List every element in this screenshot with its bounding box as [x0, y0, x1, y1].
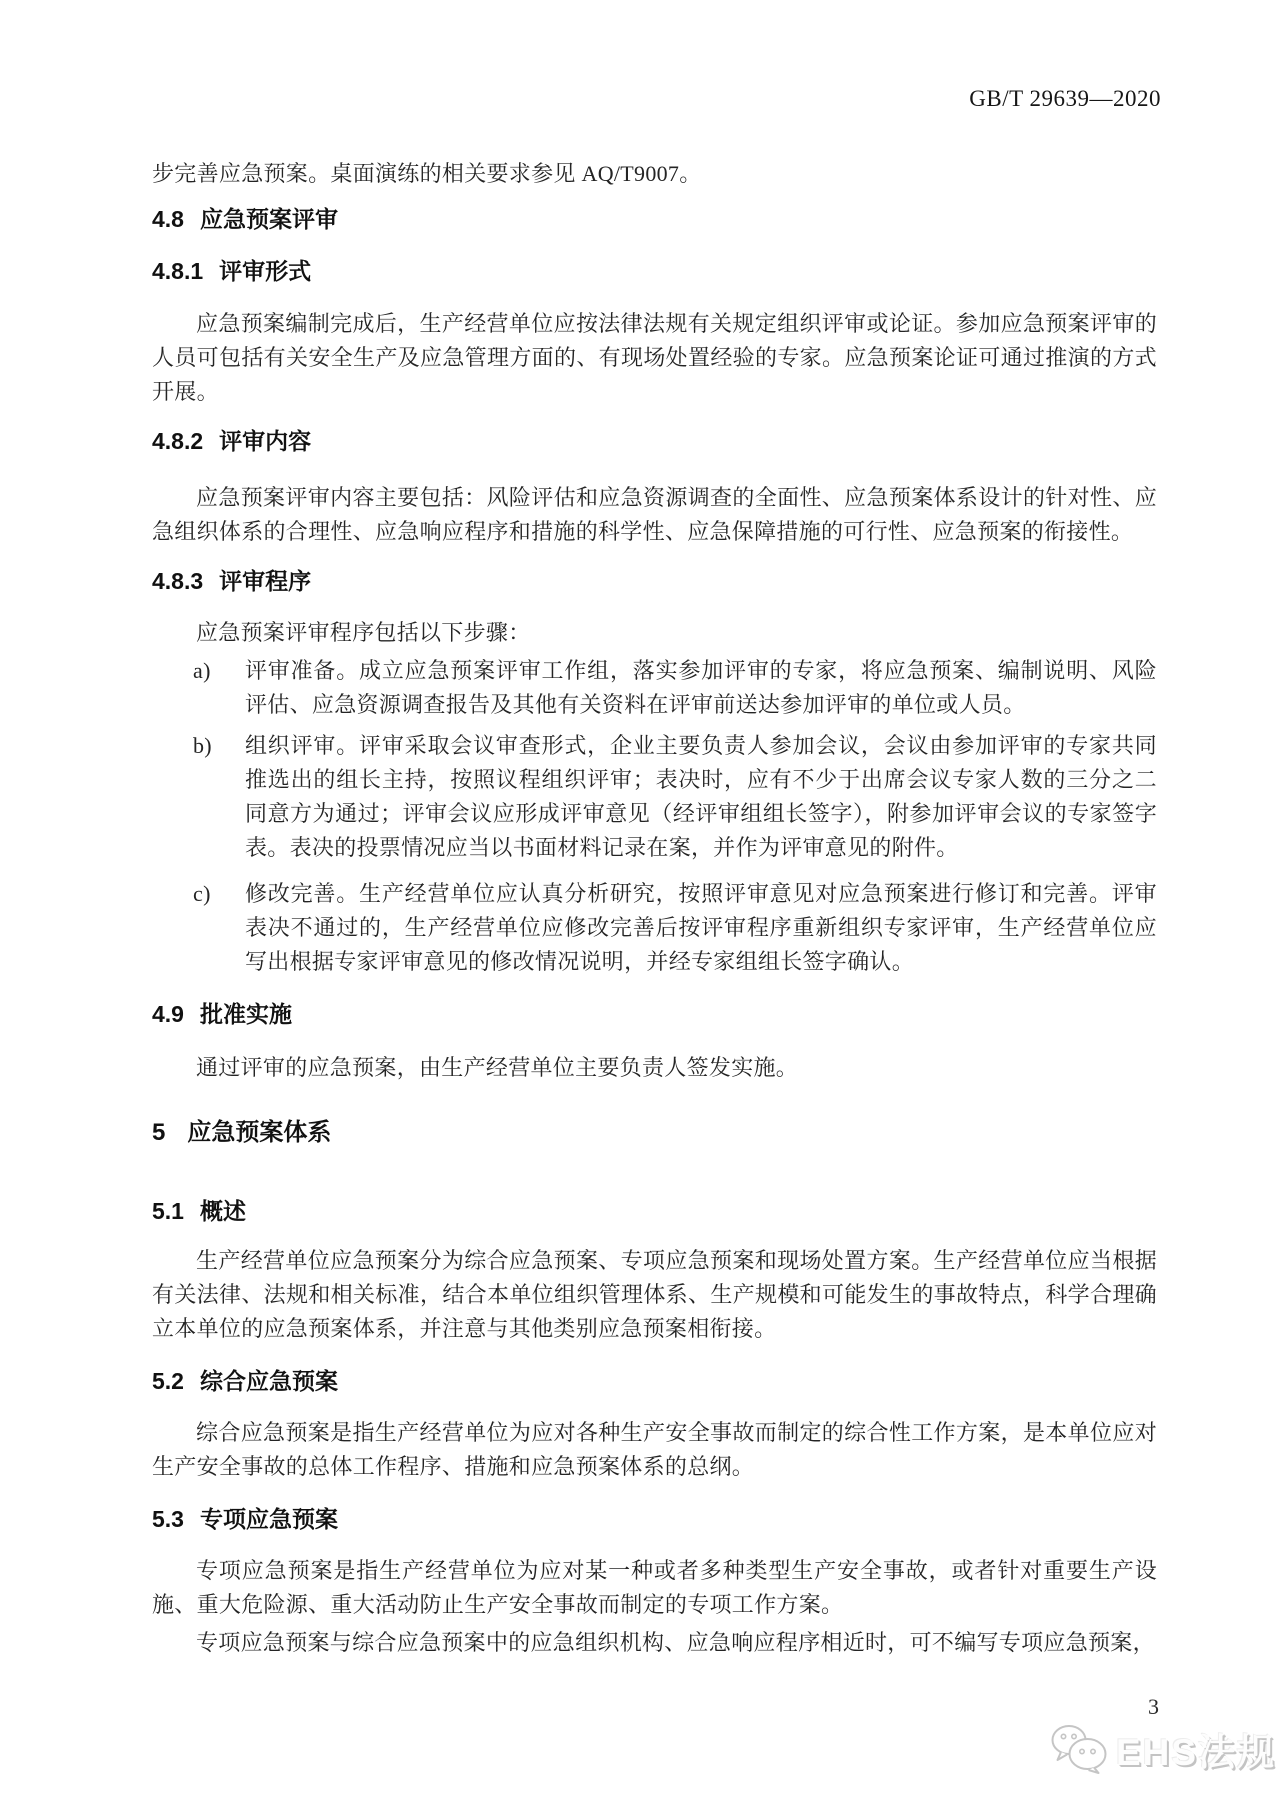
heading-title: 应急预案评审 [199, 206, 338, 232]
list-item-b [152, 729, 1157, 865]
heading-5 [152, 1119, 1157, 1147]
heading-number: 5.2 [152, 1368, 184, 1394]
list-marker: c) [193, 881, 211, 906]
paragraph-review-steps-lead: 应急预案评审程序包括以下步骤： [196, 620, 531, 645]
paragraph-continuation: 步完善应急预案。桌面演练的相关要求参见 AQ/T9007。 [152, 161, 702, 186]
heading-number: 4.9 [152, 1001, 184, 1027]
paragraph-overview: 生产经营单位应急预案分为综合应急预案、专项应急预案和现场处置方案。生产经营单位应当根据有关法律、法规和相关标准，结合本单位组织管理体系、生产规模和可能发生的事故特点，科学合理确立本单位的应急预案体系，并注意与其他类别应急预案相衔接。 [152, 1248, 1157, 1341]
heading-title: 评审形式 [219, 258, 312, 284]
list-item-text: 评审准备。成立应急预案评审工作组，落实参加评审的专家，将应急预案、编制说明、风险评估、应急资源调查报告及其他有关资料在评审前送达参加评审的单位或人员。 [245, 658, 1157, 717]
heading-title: 评审程序 [219, 568, 312, 594]
heading-title: 概述 [199, 1198, 246, 1224]
heading-number: 4.8 [152, 206, 184, 232]
heading-number: 4.8.1 [152, 258, 204, 284]
wechat-icon [1050, 1724, 1108, 1774]
heading-title: 综合应急预案 [199, 1368, 338, 1394]
heading-title: 批准实施 [199, 1001, 292, 1027]
paragraph-special-plan: 专项应急预案是指生产经营单位为应对某一种或者多种类型生产安全事故，或者针对重要生产设施、重大危险源、重大活动防止生产安全事故而制定的专项工作方案。 [152, 1558, 1157, 1617]
page-number: 3 [1148, 1694, 1159, 1719]
heading-title: 评审内容 [219, 428, 312, 454]
list-marker: b) [193, 733, 212, 758]
heading-5-2 [152, 1368, 1157, 1394]
paragraph-review-content: 应急预案评审内容主要包括：风险评估和应急资源调查的全面性、应急预案体系设计的针对性、应急组织体系的合理性、应急响应程序和措施的科学性、应急保障措施的可行性、应急预案的衔接性。 [152, 485, 1157, 544]
list-item-text: 修改完善。生产经营单位应认真分析研究，按照评审意见对应急预案进行修订和完善。评审表决不通过的，生产经营单位应修改完善后按评审程序重新组织专家评审，生产经营单位应写出根据专家评审意见的修改情况说明，并经专家组组长签字确认。 [245, 881, 1157, 974]
list-marker: a) [193, 658, 211, 683]
heading-number: 5 [152, 1119, 166, 1146]
heading-5-3 [152, 1506, 1157, 1532]
heading-4-8-1 [152, 258, 1157, 284]
list-item-c [152, 877, 1157, 979]
heading-number: 5.3 [152, 1506, 184, 1532]
watermark [1050, 1722, 1276, 1776]
paragraph-comprehensive-plan: 综合应急预案是指生产经营单位为应对各种生产安全事故而制定的综合性工作方案，是本单位应对生产安全事故的总体工作程序、措施和应急预案体系的总纲。 [152, 1420, 1157, 1479]
list-item-text: 组织评审。评审采取会议审查形式，企业主要负责人参加会议，会议由参加评审的专家共同推选出的组长主持，按照议程组织评审；表决时，应有不少于出席会议专家人数的三分之二同意方为通过；评审会议应形成评审意见（经评审组组长签字），附参加评审会议的专家签字表。表决的投票情况应当以书面材料记录在案，并作为评审意见的附件。 [245, 733, 1157, 860]
heading-number: 4.8.2 [152, 428, 204, 454]
heading-number: 5.1 [152, 1198, 184, 1224]
page-content [152, 0, 1157, 1660]
watermark-text: EHS法规 [1116, 1732, 1277, 1773]
heading-4-8 [152, 206, 1157, 232]
standard-code: GB/T 29639—2020 [969, 86, 1161, 111]
heading-4-8-2 [152, 428, 1157, 454]
heading-5-1 [152, 1198, 1157, 1224]
list-item-a [152, 654, 1157, 722]
paragraph-approval: 通过评审的应急预案，由生产经营单位主要负责人签发实施。 [196, 1055, 799, 1080]
heading-4-9 [152, 1001, 1157, 1027]
heading-title: 专项应急预案 [199, 1506, 338, 1532]
heading-title: 应急预案体系 [187, 1119, 332, 1146]
paragraph-special-plan-continued: 专项应急预案与综合应急预案中的应急组织机构、应急响应程序相近时，可不编写专项应急预案， [196, 1630, 1155, 1655]
heading-number: 4.8.3 [152, 568, 204, 594]
heading-4-8-3 [152, 568, 1157, 594]
paragraph-review-form: 应急预案编制完成后，生产经营单位应按法律法规有关规定组织评审或论证。参加应急预案评审的人员可包括有关安全生产及应急管理方面的、有现场处置经验的专家。应急预案论证可通过推演的方式开展。 [152, 311, 1157, 404]
